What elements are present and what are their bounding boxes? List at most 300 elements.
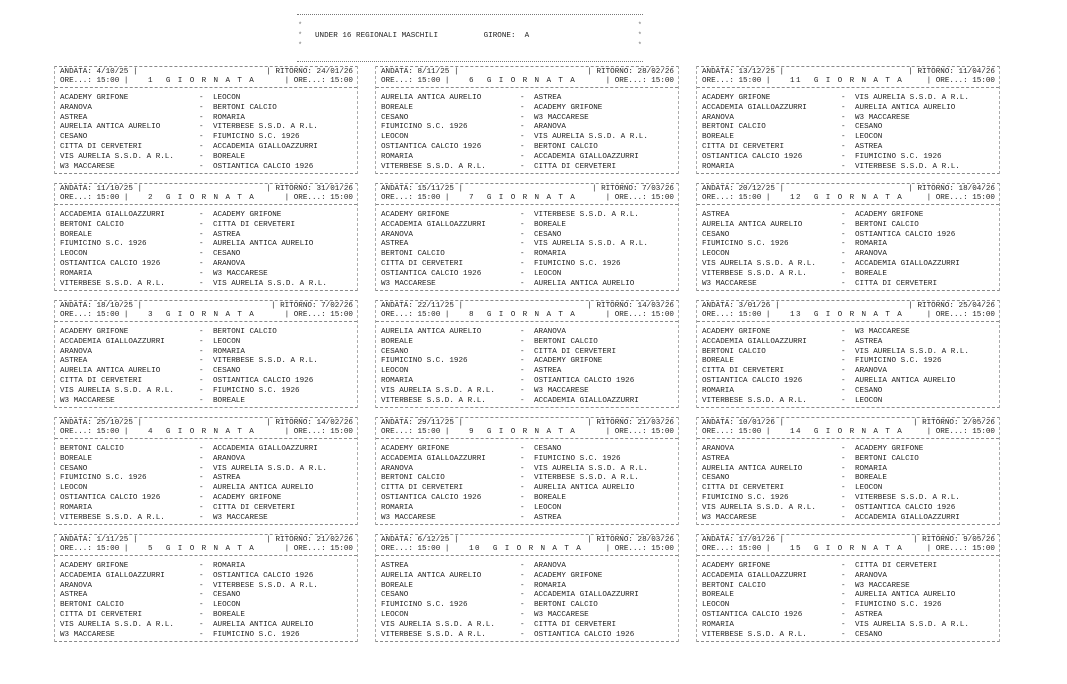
match-dash: - (199, 474, 204, 483)
match-list (60, 211, 353, 289)
ritorno-date: 24/01/26 (316, 68, 353, 76)
match-row (381, 601, 674, 611)
ore-label: ORE...: (293, 194, 326, 202)
separator: | (123, 311, 129, 319)
giornata-label: G I O R N A T A (492, 545, 583, 553)
match-dash: - (520, 376, 525, 385)
match-dash: - (199, 503, 204, 512)
ritorno-label: RITORNO: (596, 536, 633, 544)
ore-label: ORE...: (702, 194, 734, 202)
match-dash: - (199, 230, 204, 239)
match-row (381, 123, 674, 133)
away-team: ARANOVA (534, 123, 566, 132)
match-dash: - (841, 211, 846, 219)
match-row (381, 211, 674, 221)
match-dash: - (520, 123, 525, 132)
away-team: FIUMICINO S.C. 1926 (855, 601, 942, 610)
home-team: CESANO (60, 133, 88, 142)
match-dash: - (520, 484, 525, 493)
match-row (702, 474, 995, 484)
away-team: CESANO (855, 630, 883, 639)
ritorno-time: 15:00 (972, 428, 995, 436)
home-team: ASTREA (60, 591, 88, 600)
match-dash: - (199, 601, 204, 610)
match-row (702, 504, 995, 514)
match-row (381, 514, 674, 524)
giornata-number: 3 (148, 311, 154, 319)
away-team: AURELIA ANTICA AURELIO (213, 484, 314, 493)
home-team: FIUMICINO S.C. 1926 (381, 123, 468, 132)
giornata-header (376, 67, 678, 88)
away-team: VIS AURELIA S.S.D. A R.L. (855, 94, 969, 102)
match-row (702, 211, 995, 221)
away-team: ACCADEMIA GIALLOAZZURRI (855, 259, 960, 268)
match-row (381, 280, 674, 290)
ritorno-date: 21/02/26 (316, 536, 353, 544)
away-team: LEOCON (534, 269, 562, 278)
match-row (702, 94, 995, 104)
ritorno-time: 15:00 (330, 77, 353, 85)
match-dash: - (199, 162, 204, 171)
away-team: ACCADEMIA GIALLOAZZURRI (534, 591, 639, 600)
match-dash: - (841, 142, 846, 151)
away-team: AURELIA ANTICA AURELIO (534, 279, 635, 288)
away-team: AURELIA ANTICA AURELIO (855, 376, 956, 385)
andata-time: 15:00 (417, 311, 441, 319)
ore-label: ORE...: (381, 194, 413, 202)
match-row (60, 211, 353, 221)
match-row (381, 231, 674, 241)
away-team: VIS AURELIA S.S.D. A R.L. (534, 133, 648, 142)
match-dash: - (841, 396, 846, 405)
home-team: CESANO (381, 113, 409, 122)
match-dash: - (199, 133, 204, 142)
match-row (60, 280, 353, 290)
home-team: ROMARIA (702, 386, 734, 395)
match-row (702, 114, 995, 124)
andata-date: 15/11/25 (417, 185, 454, 193)
match-row (381, 377, 674, 387)
home-team: FIUMICINO S.C. 1926 (702, 493, 789, 502)
away-team: W3 MACCARESE (534, 113, 589, 122)
giornata-label: G I O R N A T A (813, 428, 904, 436)
home-team: ACCADEMIA GIALLOAZZURRI (702, 337, 807, 346)
match-row (60, 133, 353, 143)
girone-label: GIRONE: (483, 32, 516, 40)
home-team: ACADEMY GRIFONE (60, 328, 129, 336)
match-dash: - (841, 240, 846, 249)
match-row (381, 94, 674, 104)
ritorno-label: RITORNO: (596, 68, 633, 76)
ritorno-time: 15:00 (330, 428, 353, 436)
match-row (702, 387, 995, 397)
match-row (60, 445, 353, 455)
match-row (702, 221, 995, 231)
home-team: ACADEMY GRIFONE (381, 211, 450, 219)
separator: | (779, 419, 785, 427)
ore-label: ORE...: (614, 311, 647, 319)
giornata-block (54, 66, 358, 174)
match-list (60, 445, 353, 523)
match-row (381, 348, 674, 358)
separator: | (266, 68, 271, 76)
match-row (60, 250, 353, 260)
giornata-header (55, 67, 357, 88)
home-team: VITERBESE S.S.D. A R.L. (60, 513, 165, 522)
separator: | (266, 185, 271, 193)
match-dash: - (199, 610, 204, 619)
away-team: W3 MACCARESE (213, 513, 268, 522)
home-team: ACADEMY GRIFONE (702, 328, 771, 336)
match-dash: - (520, 571, 525, 580)
away-team: VITERBESE S.S.D. A R.L. (213, 581, 318, 590)
away-team: CITTA DI CERVETERI (213, 503, 296, 512)
match-dash: - (841, 474, 846, 483)
away-team: OSTIANTICA CALCIO 1926 (534, 376, 635, 385)
match-row (381, 474, 674, 484)
away-team: ROMARIA (534, 250, 566, 259)
home-team: FIUMICINO S.C. 1926 (60, 474, 147, 483)
away-team: VIS AURELIA S.S.D. A R.L. (855, 620, 969, 629)
match-dash: - (199, 493, 204, 502)
home-team: BERTONI CALCIO (702, 581, 766, 590)
home-team: AURELIA ANTICA AURELIO (702, 464, 803, 473)
andata-time: 15:00 (738, 77, 762, 85)
ritorno-date: 2/05/26 (963, 419, 995, 427)
girone-value: A (524, 32, 530, 40)
away-team: ACADEMY GRIFONE (534, 571, 603, 580)
away-team: ASTREA (534, 367, 562, 376)
andata-time: 15:00 (96, 428, 120, 436)
match-dash: - (199, 94, 204, 102)
andata-date: 29/11/25 (417, 419, 454, 427)
home-team: VITERBESE S.S.D. A R.L. (702, 630, 807, 639)
ore-label: ORE...: (935, 311, 968, 319)
home-team: VIS AURELIA S.S.D. A R.L. (702, 259, 816, 268)
away-team: ASTREA (855, 142, 883, 151)
match-row (381, 114, 674, 124)
match-row (702, 250, 995, 260)
away-team: FIUMICINO S.C. 1926 (534, 259, 621, 268)
giornata-number: 12 (790, 194, 802, 202)
home-team: CITTA DI CERVETERI (702, 484, 785, 493)
match-row (381, 338, 674, 348)
home-team: BOREALE (60, 230, 92, 239)
giornata-header (376, 535, 678, 556)
match-dash: - (841, 601, 846, 610)
giornata-header (697, 301, 999, 322)
match-row (702, 348, 995, 358)
away-team: BOREALE (534, 493, 566, 502)
andata-date: 8/11/25 (417, 68, 450, 76)
home-team: OSTIANTICA CALCIO 1926 (381, 269, 482, 278)
home-team: ACADEMY GRIFONE (381, 445, 450, 453)
separator: | (444, 545, 450, 553)
away-team: ROMARIA (855, 240, 887, 249)
home-team: LEOCON (702, 601, 730, 610)
match-list (702, 94, 995, 172)
match-list (60, 94, 353, 172)
match-dash: - (520, 610, 525, 619)
away-team: VITERBESE S.S.D. A R.L. (534, 474, 639, 483)
match-dash: - (520, 347, 525, 356)
match-dash: - (199, 269, 204, 278)
separator: | (453, 536, 459, 544)
match-dash: - (841, 591, 846, 600)
ritorno-label: RITORNO: (275, 68, 312, 76)
ritorno-date: 9/05/26 (963, 536, 995, 544)
match-dash: - (841, 484, 846, 493)
andata-date: 4/10/25 (96, 68, 129, 76)
times-line (381, 194, 674, 204)
andata-date: 6/12/25 (417, 536, 450, 544)
home-team: CESANO (381, 347, 409, 356)
separator: | (605, 428, 611, 436)
match-dash: - (520, 337, 525, 346)
document-header (297, 14, 643, 62)
away-team: BOREALE (855, 269, 887, 278)
ritorno-time: 15:00 (972, 77, 995, 85)
match-dash: - (520, 113, 525, 122)
separator: | (765, 545, 771, 553)
match-dash: - (199, 142, 204, 151)
match-row (60, 455, 353, 465)
home-team: ACADEMY GRIFONE (60, 562, 129, 570)
separator: | (765, 77, 771, 85)
away-team: LEOCON (213, 94, 241, 102)
separator: | (123, 545, 129, 553)
match-row (60, 631, 353, 641)
andata-label: ANDATA: (60, 536, 92, 544)
away-team: ARANOVA (855, 250, 887, 259)
separator: | (908, 302, 913, 310)
giornata-header (376, 301, 678, 322)
match-list (381, 211, 674, 289)
match-row (60, 163, 353, 173)
giornata-number: 8 (469, 311, 475, 319)
ritorno-date: 28/03/26 (637, 536, 674, 544)
home-team: W3 MACCARESE (381, 513, 436, 522)
match-dash: - (841, 513, 846, 522)
andata-label: ANDATA: (60, 68, 92, 76)
times-line (60, 194, 353, 204)
ritorno-time: 15:00 (330, 311, 353, 319)
match-dash: - (520, 94, 525, 102)
match-row (381, 367, 674, 377)
match-dash: - (520, 396, 525, 405)
giornata-label: G I O R N A T A (165, 545, 256, 553)
match-row (381, 611, 674, 621)
match-row (60, 387, 353, 397)
giornata-block (375, 300, 679, 408)
match-row (702, 465, 995, 475)
separator: | (123, 194, 129, 202)
giornata-number: 5 (148, 545, 154, 553)
match-row (381, 631, 674, 641)
home-team: CITTA DI CERVETERI (702, 142, 785, 151)
ritorno-label: RITORNO: (596, 419, 633, 427)
home-team: VIS AURELIA S.S.D. A R.L. (60, 620, 174, 629)
match-dash: - (841, 376, 846, 385)
match-row (60, 377, 353, 387)
match-row (702, 621, 995, 631)
home-team: VIS AURELIA S.S.D. A R.L. (381, 386, 495, 395)
away-team: ARANOVA (534, 328, 566, 336)
ritorno-label: RITORNO: (275, 536, 312, 544)
separator: | (284, 194, 290, 202)
match-dash: - (841, 133, 846, 142)
away-team: ASTREA (213, 474, 241, 483)
ore-label: ORE...: (381, 428, 413, 436)
match-row (381, 153, 674, 163)
away-team: CITTA DI CERVETERI (534, 620, 617, 629)
match-row (702, 357, 995, 367)
match-list (60, 562, 353, 640)
ritorno-date: 7/03/26 (642, 185, 674, 193)
separator: | (270, 302, 276, 310)
home-team: OSTIANTICA CALCIO 1926 (702, 152, 803, 161)
ore-label: ORE...: (293, 77, 326, 85)
match-dash: - (199, 103, 204, 112)
ritorno-date: 31/01/26 (316, 185, 353, 193)
andata-time: 15:00 (738, 194, 762, 202)
giornata-label: G I O R N A T A (813, 311, 904, 319)
match-dash: - (520, 162, 525, 171)
home-team: BOREALE (381, 103, 413, 112)
match-dash: - (520, 279, 525, 288)
separator: | (926, 311, 932, 319)
home-team: VITERBESE S.S.D. A R.L. (60, 279, 165, 288)
separator: | (591, 185, 597, 193)
home-team: AURELIA ANTICA AURELIO (60, 123, 161, 132)
match-dash: - (520, 133, 525, 142)
away-team: CESANO (213, 591, 241, 600)
giornata-header (697, 67, 999, 88)
home-team: LEOCON (60, 250, 88, 259)
away-team: CESANO (855, 386, 883, 395)
home-team: OSTIANTICA CALCIO 1926 (381, 142, 482, 151)
ritorno-time: 15:00 (972, 545, 995, 553)
separator: | (587, 68, 592, 76)
times-line (60, 77, 353, 87)
fixtures-grid (54, 66, 1000, 642)
match-row (702, 367, 995, 377)
match-dash: - (199, 220, 204, 229)
away-team: ARANOVA (855, 367, 887, 376)
giornata-header (55, 184, 357, 205)
match-row (60, 611, 353, 621)
ritorno-date: 11/04/26 (958, 68, 995, 76)
away-team: ARANOVA (534, 562, 566, 570)
home-team: ROMARIA (60, 503, 92, 512)
separator: | (587, 536, 592, 544)
andata-time: 15:00 (417, 194, 441, 202)
ore-label: ORE...: (293, 311, 326, 319)
match-row (702, 572, 995, 582)
separator: | (132, 536, 138, 544)
home-team: VITERBESE S.S.D. A R.L. (381, 396, 486, 405)
separator: | (453, 68, 459, 76)
ritorno-label: RITORNO: (917, 68, 954, 76)
away-team: BERTONI CALCIO (213, 328, 277, 336)
home-team: OSTIANTICA CALCIO 1926 (702, 610, 803, 619)
ritorno-label: RITORNO: (917, 302, 954, 310)
home-team: FIUMICINO S.C. 1926 (702, 240, 789, 249)
times-line (702, 545, 995, 555)
home-team: VIS AURELIA S.S.D. A R.L. (60, 386, 174, 395)
giornata-block (375, 183, 679, 291)
match-row (60, 260, 353, 270)
match-dash: - (199, 123, 204, 132)
match-row (60, 572, 353, 582)
ore-label: ORE...: (935, 428, 968, 436)
home-team: ROMARIA (381, 152, 413, 161)
andata-date: 25/10/25 (96, 419, 133, 427)
ore-label: ORE...: (60, 77, 92, 85)
away-team: ROMARIA (213, 347, 245, 356)
andata-time: 15:00 (738, 311, 762, 319)
ore-label: ORE...: (614, 428, 647, 436)
away-team: ROMARIA (855, 464, 887, 473)
away-team: VITERBESE S.S.D. A R.L. (855, 493, 960, 502)
away-team: ASTREA (213, 230, 241, 239)
home-team: ARANOVA (60, 347, 92, 356)
away-team: ACCADEMIA GIALLOAZZURRI (534, 152, 639, 161)
separator: | (765, 311, 771, 319)
match-dash: - (520, 591, 525, 600)
times-line (381, 311, 674, 321)
away-team: ACCADEMIA GIALLOAZZURRI (213, 142, 318, 151)
home-team: ARANOVA (702, 113, 734, 122)
away-team: VIS AURELIA S.S.D. A R.L. (534, 464, 648, 473)
match-dash: - (520, 211, 525, 219)
giornata-block (696, 534, 1000, 642)
ritorno-time: 15:00 (651, 311, 674, 319)
home-team: AURELIA ANTICA AURELIO (60, 367, 161, 376)
match-dash: - (520, 152, 525, 161)
away-team: LEOCON (855, 396, 883, 405)
away-team: CESANO (855, 123, 883, 132)
home-team: ACADEMY GRIFONE (702, 562, 771, 570)
away-team: BOREALE (213, 396, 245, 405)
ritorno-label: RITORNO: (596, 302, 633, 310)
match-row (381, 494, 674, 504)
home-team: ACCADEMIA GIALLOAZZURRI (381, 454, 486, 463)
andata-label: ANDATA: (702, 185, 734, 193)
away-team: AURELIA ANTICA AURELIO (855, 103, 956, 112)
ritorno-time: 15:00 (972, 194, 995, 202)
andata-time: 15:00 (738, 545, 762, 553)
home-team: FIUMICINO S.C. 1926 (60, 240, 147, 249)
andata-label: ANDATA: (702, 302, 734, 310)
match-list (381, 445, 674, 523)
match-row (702, 240, 995, 250)
match-list (60, 328, 353, 406)
match-row (60, 348, 353, 358)
away-team: CESANO (213, 367, 241, 376)
andata-date: 22/11/25 (417, 302, 454, 310)
away-team: OSTIANTICA CALCIO 1926 (855, 503, 956, 512)
ore-label: ORE...: (702, 311, 734, 319)
home-team: FIUMICINO S.C. 1926 (381, 601, 468, 610)
match-dash: - (520, 630, 525, 639)
home-team: ASTREA (702, 211, 730, 219)
header-title-line (315, 32, 529, 42)
andata-date: 11/10/25 (96, 185, 133, 193)
home-team: VITERBESE S.S.D. A R.L. (702, 396, 807, 405)
ritorno-label: RITORNO: (922, 536, 959, 544)
away-team: FIUMICINO S.C. 1926 (213, 386, 300, 395)
